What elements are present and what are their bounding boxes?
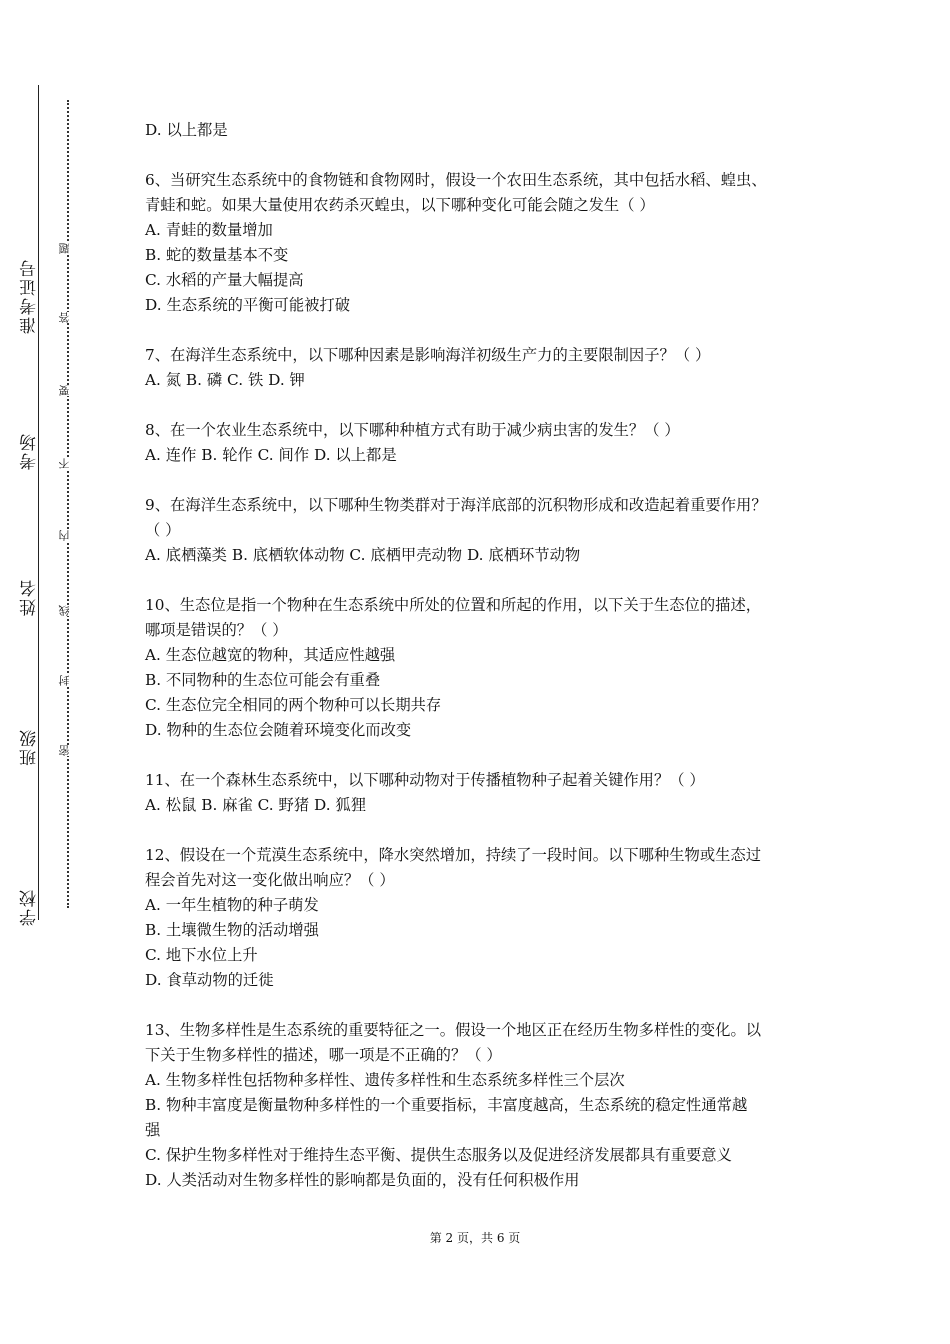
- question-stem: 12、假设在一个荒漠生态系统中，降水突然增加，持续了一段时间。以下哪种生物或生态过: [145, 846, 762, 864]
- seal-char: 线: [59, 605, 75, 616]
- option-line: A. 底栖藻类 B. 底栖软体动物 C. 底栖甲壳动物 D. 底栖环节动物: [145, 546, 581, 564]
- question-stem: 13、生物多样性是生态系统的重要特征之一。假设一个地区正在经历生物多样性的变化。以: [145, 1021, 762, 1039]
- question-stem: 程会首先对这一变化做出响应？（ ）: [145, 871, 395, 889]
- question-stem: （ ）: [145, 521, 181, 539]
- field-label-class: 班级: [20, 728, 40, 766]
- seal-char: 要: [59, 385, 75, 396]
- option-line: A. 连作 B. 轮作 C. 间作 D. 以上都是: [145, 446, 397, 464]
- question-list: [145, 118, 817, 1193]
- seal-char: 内: [59, 530, 75, 541]
- option-line: B. 物种丰富度是衡量物种多样性的一个重要指标，丰富度越高，生态系统的稳定性通常越: [145, 1096, 748, 1114]
- option-line: A. 生态位越宽的物种，其适应性越强: [145, 646, 396, 664]
- question-item: [145, 343, 817, 393]
- option-line: C. 水稻的产量大幅提高: [145, 271, 304, 289]
- seal-char: 密: [59, 745, 75, 756]
- option-line: C. 生态位完全相同的两个物种可以长期共存: [145, 696, 442, 714]
- question-item: [145, 768, 817, 818]
- question-item: [145, 118, 817, 143]
- option-line: C. 地下水位上升: [145, 946, 258, 964]
- question-stem: 11、在一个森林生态系统中，以下哪种动物对于传播植物种子起着关键作用？（ ）: [145, 771, 705, 789]
- seal-char: 答: [59, 312, 75, 323]
- option-line: 强: [145, 1121, 161, 1139]
- question-stem: 9、在海洋生态系统中，以下哪种生物类群对于海洋底部的沉积物形成和改造起着重要作用？: [145, 496, 767, 514]
- seal-char: 不: [59, 458, 75, 469]
- seal-char: 题: [59, 243, 75, 254]
- question-item: [145, 593, 817, 743]
- field-label-school: 学校: [20, 888, 40, 926]
- option-line: B. 不同物种的生态位可能会有重叠: [145, 671, 381, 689]
- field-label-admission-number: 准考证号: [20, 258, 40, 334]
- question-stem: 8、在一个农业生态系统中，以下哪种种植方式有助于减少病虫害的发生？（ ）: [145, 421, 680, 439]
- option-line: A. 生物多样性包括物种多样性、遗传多样性和生态系统多样性三个层次: [145, 1071, 625, 1089]
- seal-char: 封: [59, 675, 75, 686]
- option-line: D. 生态系统的平衡可能被打破: [145, 296, 351, 314]
- option-line: A. 氮 B. 磷 C. 铁 D. 钾: [145, 371, 305, 389]
- question-stem: 6、当研究生态系统中的食物链和食物网时，假设一个农田生态系统，其中包括水稻、蝗虫、: [145, 171, 767, 189]
- question-stem: 10、生态位是指一个物种在生态系统中所处的位置和所起的作用，以下关于生态位的描述，: [145, 596, 762, 614]
- option-line: B. 土壤微生物的活动增强: [145, 921, 319, 939]
- option-line: A. 松鼠 B. 麻雀 C. 野猪 D. 狐狸: [145, 796, 367, 814]
- option-line: A. 一年生植物的种子萌发: [145, 896, 319, 914]
- seal-dotted-line: [67, 100, 69, 908]
- option-line: D. 物种的生态位会随着环境变化而改变: [145, 721, 412, 739]
- question-item: [145, 168, 817, 318]
- field-label-exam-room: 考场: [20, 432, 40, 470]
- option-line: D. 食草动物的迁徙: [145, 971, 274, 989]
- question-item: [145, 1018, 817, 1193]
- page-number-footer: 第 2 页，共 6 页: [429, 1231, 521, 1245]
- question-stem: 7、在海洋生态系统中，以下哪种因素是影响海洋初级生产力的主要限制因子？（ ）: [145, 346, 711, 364]
- field-label-name: 姓名: [20, 578, 40, 616]
- question-item: [145, 418, 817, 468]
- option-line: C. 保护生物多样性对于维持生态平衡、提供生态服务以及促进经济发展都具有重要意义: [145, 1146, 732, 1164]
- binding-solid-line: [38, 85, 39, 920]
- question-item: [145, 493, 817, 568]
- option-line: D. 以上都是: [145, 121, 228, 139]
- question-item: [145, 843, 817, 993]
- option-line: D. 人类活动对生物多样性的影响都是负面的，没有任何积极作用: [145, 1171, 580, 1189]
- question-stem: 青蛙和蛇。如果大量使用农药杀灭蝗虫，以下哪种变化可能会随之发生（ ）: [145, 196, 655, 214]
- question-stem: 哪项是错误的？（ ）: [145, 621, 288, 639]
- option-line: A. 青蛙的数量增加: [145, 221, 273, 239]
- question-stem: 下关于生物多样性的描述，哪一项是不正确的？（ ）: [145, 1046, 502, 1064]
- option-line: B. 蛇的数量基本不变: [145, 246, 289, 264]
